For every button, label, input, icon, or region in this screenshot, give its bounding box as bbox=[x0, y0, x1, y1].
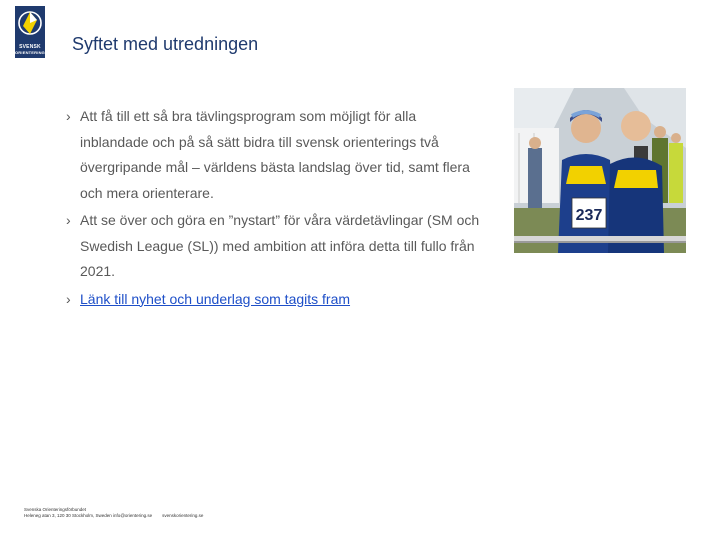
footer-org: Svenska Orienteringsförbundet bbox=[24, 507, 87, 512]
news-link[interactable]: Länk till nyhet och underlag som tagits fram bbox=[80, 290, 351, 307]
footer bbox=[24, 507, 203, 519]
bullet-text: Att se över och göra en ”nystart” för våra värdetävlingar (SM och Swedish League (SL)) med ambition att införa detta till fullo från 2021. bbox=[80, 212, 480, 279]
bullet-item bbox=[66, 104, 486, 206]
bullet-marker: › bbox=[66, 290, 71, 307]
bullet-item bbox=[66, 208, 486, 285]
bullet-marker: › bbox=[66, 108, 71, 124]
bullet-text: Att få till ett så bra tävlingsprogram som möjligt för alla inblandade och på så sätt bidra till svensk orienterings två övergripande mål – världens bästa landslag över tid, samt flera och mera orienterare. bbox=[80, 108, 470, 201]
page-title: Syftet med utredningen bbox=[72, 34, 259, 54]
footer-website[interactable]: svenskorientering.se bbox=[162, 513, 204, 518]
bullet-marker: › bbox=[66, 212, 71, 228]
bullet-item bbox=[66, 287, 486, 313]
bullet-list bbox=[66, 104, 486, 314]
logo-line-2: ORIENTERING bbox=[15, 50, 45, 55]
athletes-photo bbox=[514, 88, 686, 253]
athletes-photo-illustration bbox=[514, 88, 686, 253]
logo bbox=[15, 6, 45, 58]
bib-number: 237 bbox=[575, 207, 603, 224]
compass-needle-logo-icon bbox=[15, 6, 45, 46]
footer-address: Heleneg atan 3, 120 30 Stockholm, Sweden info@orientering.se bbox=[24, 513, 153, 518]
logo-line-1: SVENSK bbox=[19, 44, 41, 50]
